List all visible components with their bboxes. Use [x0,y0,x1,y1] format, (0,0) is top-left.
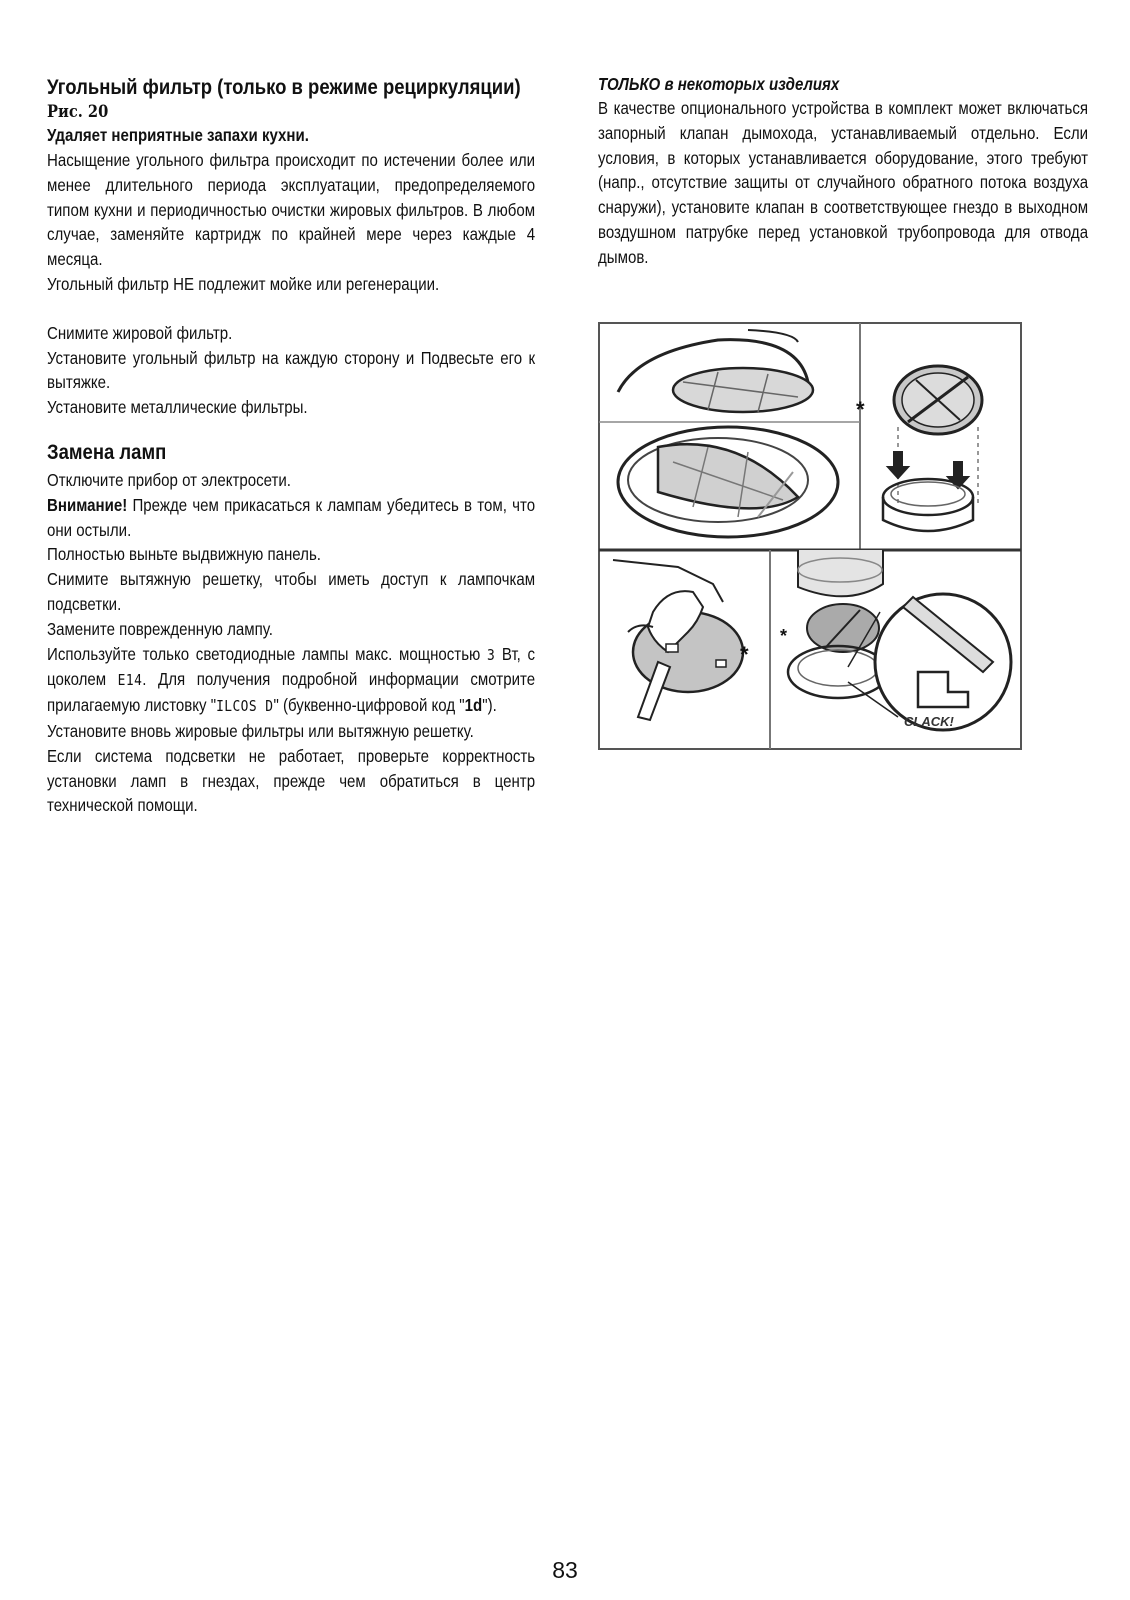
optional-damper-text: В качестве опционального устройства в комплект может включаться запорный клапан дымохода, устанавливаемый отдельно. Если условия, в которых устанавливается оборудование, этого требуют (напр., отсутствие защиты от случайного обратного потока воздуха снаружи), установите клапан в соответствующее гнездо в выходном воздушном патрубке перед установкой трубопровода для отвода дымов. [598,98,1089,267]
lamp-spec-text-d: " (буквенно-цифровой код " [273,695,465,716]
step-install-metal-filters: Установите металлические фильтры. [47,397,308,418]
right-column [598,72,1088,270]
lamp-step-reinstall: Установите вновь жировые фильтры или вытяжную решетку. [47,720,474,741]
lamp-spec-text-b: Вт, с цоколем [47,643,536,690]
warning-text: Прежде чем прикасаться к лампам убедитесь в том, что они остыли. [47,494,536,540]
page-number: 83 [552,1557,578,1583]
lamp-step-remove-panel: Полностью выньте выдвижную панель. [47,544,321,565]
lamp-spec-text-e: "). [482,695,497,716]
star-mark-lamp: * [740,642,749,667]
lamp-replacement-title: Замена ламп [47,439,167,464]
lamp-warning [47,493,535,543]
charcoal-filter-title: Угольный фильтр (только в режиме рециркуляции) [47,75,521,99]
lamp-spec-text-c: . Для получения подробной информации смотрите прилагаемую листовку " [47,669,536,716]
step-install-charcoal-filter: Установите угольный фильтр на каждую сторону и Подвесьте его к вытяжке. [47,347,536,393]
step-remove-grease-filter: Снимите жировой фильтр. [47,322,233,343]
installation-illustration [598,322,1022,752]
star-mark-damper: * [856,397,865,422]
charcoal-filter-lead: Удаляет неприятные запахи кухни. [47,125,309,145]
lamp-troubleshoot: Если система подсветки не работает, проверьте корректность установки ламп в гнездах, прежде чем обратиться в центр технической помощи. [47,745,536,816]
left-column [47,72,535,818]
lamp-spec [47,642,535,719]
lamp-base: E14 [117,671,143,690]
charcoal-filter-no-wash: Угольный фильтр НЕ подлежит мойке или регенерации. [47,273,440,294]
warning-label: Внимание! [47,494,128,515]
lamp-step-disconnect: Отключите прибор от электросети. [47,469,291,490]
lamp-step-replace: Замените поврежденную лампу. [47,618,273,639]
charcoal-filter-paragraph: Насыщение угольного фильтра происходит по истечении более или менее длительного периода эксплуатации, предопределяемого типом кухни и периодичностью очистки жировых фильтров. В любом случае, заменяйте картридж по крайней мере через каждые 4 месяца. [47,150,536,270]
star-mark-clip: * [780,626,788,646]
figure-reference: Рис. 20 [47,102,109,122]
optional-devices-title: ТОЛЬКО в некоторых изделиях [598,74,840,94]
lamp-step-remove-grille: Снимите вытяжную решетку, чтобы иметь доступ к лампочкам подсветки. [47,569,536,614]
clack-label: CLACK! [904,714,954,729]
lamp-watt: 3 [487,645,496,664]
alnum-code: 1d [464,695,483,716]
lamp-spec-text-a: Используйте только светодиодные лампы макс. мощностью [47,643,488,664]
ilcos-code: ILCOS D [216,697,274,716]
